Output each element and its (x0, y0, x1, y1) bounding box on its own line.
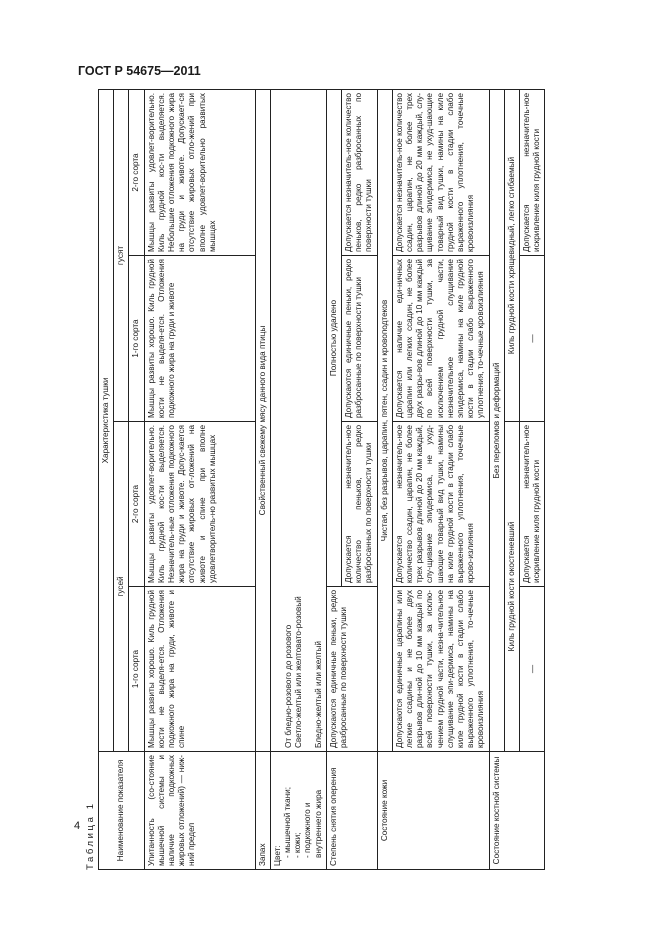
header-characteristic: Характеристика тушки (99, 90, 114, 752)
smell-value: Свойственный свежему мясу данного вида птицы (255, 90, 270, 752)
color-item-muscle: - мышечной ткани; (283, 787, 293, 858)
skin-gosling-grade2: Допускается незначитель-ное количество ссадин, царапин, не более трех разрывов длиной до 20 мм каждый, слу-щивание эпидермиса, не ухуд-шающие товарный вид тушки, намины на киле грудной кости в стадии слабо выраженного уплотнения, точечные кровоизлияния (392, 90, 489, 256)
color-value-skin: Светло-желтый или желтовато-розовый (294, 596, 304, 748)
plucking-goose-grade2: Допускается незначитель-ное количество пеньков, редко разбросанных по поверхности тушки (342, 422, 378, 587)
plucking-goose-grade1: Допускаются единичные пеньки, редко разбросанные по поверхности тушки (326, 587, 377, 752)
header-goose: гусей (114, 422, 129, 752)
fatness-gosling-grade1: Мышцы развиты хорошо. Киль грудной кости не выделя-ется. Отложения подкожного жира на груди и животе (144, 256, 255, 422)
bone-goose-grade1 (520, 587, 545, 752)
bone-label: Состояние костной системы (489, 752, 545, 870)
bone-gosling-grade2: Допускается незначитель-ное искривление киля грудной кости (520, 90, 545, 256)
plucking-gosling-grade1: Допускаются единичные пеньки, редко разбросанные по поверхности тушки (342, 256, 378, 422)
table-header-row-1 (99, 90, 114, 870)
smell-label: Запах (255, 752, 270, 870)
table-row-smell (255, 90, 270, 870)
color-label-cell (270, 752, 326, 870)
rotated-table-container (85, 90, 585, 870)
bone-goose-keel: Киль грудной кости окостеневший (504, 422, 519, 752)
skin-label: Состояние кожи (377, 752, 489, 870)
bone-gosling-keel: Киль грудной кости хрящевидный, легко сгибаемый (504, 90, 519, 422)
table-row-skin-general (377, 90, 392, 870)
color-value-fat: Бледно-желтый или желтый (313, 641, 323, 748)
bone-goose-grade2: Допускается незначитель-ное искривление киля грудной кости (520, 422, 545, 587)
page-number: 4 (74, 820, 81, 832)
fatness-label: Упитанность (со-стояние мышечной системы и наличие подкожных жировых отложений) — ниж-ний предел (144, 752, 255, 870)
plucking-general: Полностью удалено (326, 90, 341, 587)
table-row-fatness (144, 90, 255, 870)
color-value-muscle: От бледно-розового до розового (284, 624, 294, 748)
skin-goose-grade2: Допускается незначитель-ное количество ссадин, царапин, не более трех разрывов длиной до 20 мм каждый, слу-щивание эпидермиса, не ухуд-шающие товарный вид тушки, намины на киле грудной кости в стадии слабо выраженного уплотнения, точечные крово-излияния (392, 422, 489, 587)
table-row-bone-general (489, 90, 504, 870)
header-goose-grade2: 2-го сорта (129, 422, 144, 587)
fatness-goose-grade1: Мышцы развиты хорошо. Киль грудной кости не выделя-ется. Отложения подкожного жира на груди, животе и спине (144, 587, 255, 752)
table-row-plucking-general (326, 90, 341, 870)
bone-gosling-grade1 (520, 256, 545, 422)
header-gosling-grade2: 2-го сорта (129, 90, 144, 256)
header-gosling-grade1: 1-го сорта (129, 256, 144, 422)
fatness-gosling-grade2: Мышцы развиты удовлет-ворительно. Киль грудной кос-ти выделяется. Небольшие отложения подкожного жира на груди и животе. Допускает-ся отсутствие жировых отло-жений при вполне удовлет-ворительно развитых мышцах (144, 90, 255, 256)
dash-gosling-grade1: — (528, 334, 538, 343)
skin-general: Чистая, без разрывов, царапин, пятен, ссадин и кровоподтеков (377, 90, 392, 752)
fatness-goose-grade2: Мышцы развиты удовлет-ворительно. Киль грудной кос-ти выделяется. Незначитель-ные отложения подкожного жира на груди и животе. Допус-кается отсутствие жировых от-ложений на животе и спине при вполне удовлетворитель-но развитых мышцах (144, 422, 255, 587)
dash-goose-grade1: — (528, 664, 538, 674)
quality-table (98, 89, 545, 870)
header-goose-grade1: 1-го сорта (129, 587, 144, 752)
bone-general: Без переломов и деформаций (489, 90, 504, 752)
plucking-gosling-grade2: Допускается незначитель-ное количество пеньков, редко разбросанных по поверхности тушки (342, 90, 378, 256)
skin-gosling-grade1: Допускается наличие еди-ничных царапин или легких ссадин, не более двух разры-вов длиной до 10 мм каждый по всей поверхности тушки, за исключением грудной части, незначительное слущивание эпидермиса, намины на киле грудной кости в стадии слабо выраженного уплотнения, то-чечные кровоизлияния (392, 256, 489, 422)
header-indicator: Наименование показателя (99, 752, 145, 870)
color-values-cell (270, 90, 326, 752)
color-label: Цвет: (272, 845, 282, 866)
document-header: ГОСТ Р 54675—2011 (78, 64, 201, 78)
header-gosling: гусят (114, 90, 129, 422)
table-row-color (270, 90, 326, 870)
color-item-skin: - кожи; (293, 832, 303, 858)
color-item-fat: - подкожного и внутреннего жира (303, 789, 323, 858)
skin-goose-grade1: Допускаются единичные царапины или легкие ссадины и не более двух разрывов дли-ной до 10 мм каждый по всей поверхности тушки, за исклю-чением грудной части, незна-чительное слущивание эпи-дермиса, намины на киле грудной кости в стадии слабо выраженного уплотнения, то-чечные кровоизлияния (392, 587, 489, 752)
table-caption: Таблица 1 (85, 801, 96, 870)
plucking-label: Степень снятия оперения (326, 752, 377, 870)
